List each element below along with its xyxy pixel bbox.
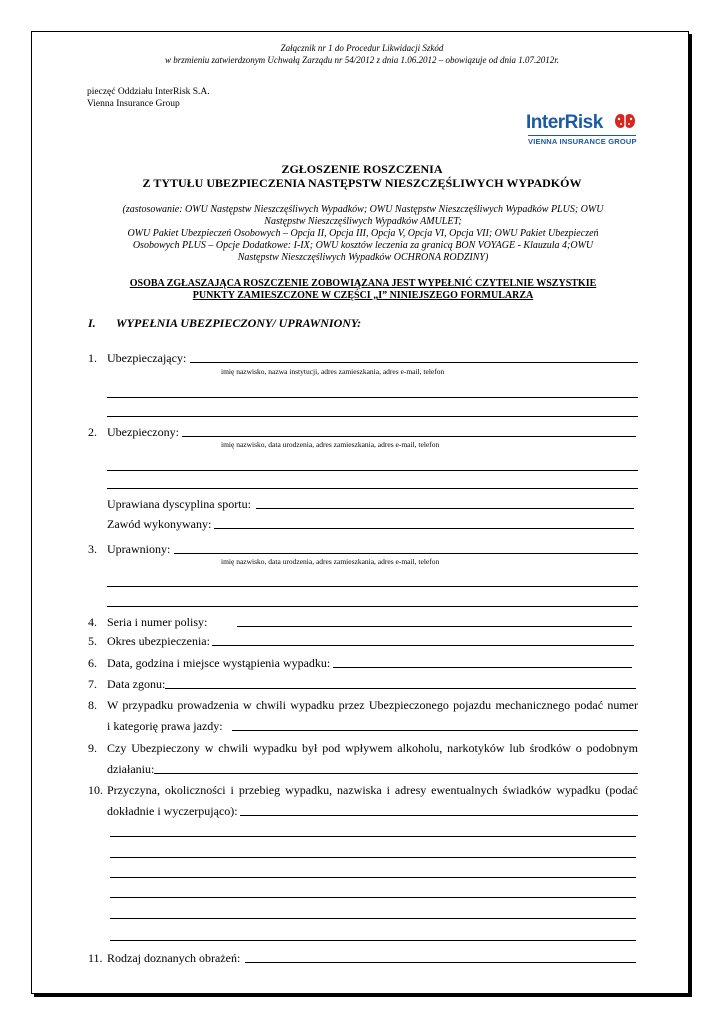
logo-wordmark: InterRisk <box>526 112 603 133</box>
injury-type-input-line[interactable] <box>245 962 636 963</box>
logo-divider <box>528 135 636 136</box>
field-label: Uprawniony: <box>107 542 171 556</box>
field-text: Czy Ubezpieczony w chwili wypadku był pod wpływem alkoholu, narkotyków lub środków o podobnym <box>107 741 638 755</box>
beneficiary-extra-line[interactable] <box>107 586 638 587</box>
annex-note-line2: w brzmieniu zatwierdzonym Uchwałą Zarządu nr 54/2012 z dnia 1.06.2012 – obowiązuje od dnia 1.07.2012r. <box>165 55 559 65</box>
policyholder-hint: imię nazwisko, nazwa instytucji, adres zamieszkania, adres e-mail, telefon <box>221 367 445 376</box>
branch-stamp-line2: Vienna Insurance Group <box>87 99 180 109</box>
field-driving-license-cont <box>107 718 638 734</box>
accident-description-input-line[interactable] <box>240 815 638 816</box>
accident-description-line[interactable] <box>110 877 636 878</box>
field-intoxication <box>88 740 638 756</box>
field-occupation <box>107 516 634 532</box>
field-label: Uprawiana dyscyplina sportu: <box>107 497 251 511</box>
field-number: 8. <box>88 698 97 712</box>
scope-line1: (zastosowanie: OWU Następstw Nieszczęśliwych Wypadków; OWU Następstw Nieszczęśliwych Wypadków PLUS; OWU <box>122 204 604 215</box>
sport-input-line[interactable] <box>256 508 634 509</box>
driving-license-input-line[interactable] <box>232 730 638 731</box>
insured-input-line[interactable] <box>182 436 636 437</box>
field-text: Przyczyna, okoliczności i przebieg wypadku, nazwiska i adresy ewentualnych świadków wypadku (podać <box>107 783 638 797</box>
field-text: W przypadku prowadzenia w chwili wypadku przez Ubezpieczonego pojazdu mechanicznego podać numer <box>107 698 638 712</box>
form-title-line1: ZGŁOSZENIE ROSZCZENIA <box>281 162 443 176</box>
form-title-line2: Z TYTUŁU UBEZPIECZENIA NASTĘPSTW NIESZCZĘŚLIWYCH WYPADKÓW <box>142 176 582 190</box>
accident-description-line[interactable] <box>110 897 636 898</box>
field-number: 4. <box>88 615 97 629</box>
notice-line1: OSOBA ZGŁASZAJĄCA ROSZCZENIE ZOBOWIĄZANA JEST WYPEŁNIĆ CZYTELNIE WSZYSTKIE <box>129 278 597 289</box>
scope-line2: Następstw Nieszczęśliwych Wypadków AMULET; <box>264 216 462 227</box>
beneficiary-input-line[interactable] <box>174 553 638 554</box>
ladybug-icon <box>614 112 636 132</box>
field-driving-license <box>88 697 638 713</box>
field-number: 5. <box>88 634 97 648</box>
field-number: 6. <box>88 656 97 670</box>
accident-datetime-input-line[interactable] <box>333 667 632 668</box>
field-policy-number <box>88 614 632 630</box>
section-heading <box>88 316 361 331</box>
field-insurance-period <box>88 633 634 649</box>
field-number: 11. <box>88 951 103 965</box>
field-policyholder <box>88 350 638 366</box>
insured-extra-line[interactable] <box>107 470 638 471</box>
field-accident-datetime-place <box>88 655 632 671</box>
field-number: 10. <box>88 783 103 797</box>
policyholder-input-line[interactable] <box>190 362 638 363</box>
scope-line3: OWU Pakiet Ubezpieczeń Osobowych – Opcja II, Opcja III, Opcja V, Opcja VI, Opcja VII; OWU Pakiet Ubezpieczeń <box>127 228 599 239</box>
field-insured <box>88 424 636 440</box>
notice-line2: PUNKTY ZAMIESZCZONE W CZĘŚCI „I” NINIEJSZEGO FORMULARZA <box>192 290 534 301</box>
field-injury-type <box>88 950 636 966</box>
section-number: I. <box>88 316 96 330</box>
logo-tagline: VIENNA INSURANCE GROUP <box>528 137 637 146</box>
insured-extra-line[interactable] <box>107 488 638 489</box>
field-label: Zawód wykonywany: <box>107 517 212 531</box>
accident-description-line[interactable] <box>110 940 636 941</box>
occupation-input-line[interactable] <box>214 528 634 529</box>
field-label: i kategorię prawa jazdy: <box>107 719 223 733</box>
policyholder-extra-line[interactable] <box>107 416 638 417</box>
section-title: WYPEŁNIA UBEZPIECZONY/ UPRAWNIONY: <box>116 316 362 330</box>
field-label: dokładnie i wyczerpująco): <box>107 804 238 818</box>
field-number: 3. <box>88 542 97 556</box>
beneficiary-hint: imię nazwisko, data urodzenia, adres zamieszkania, adres e-mail, telefon <box>221 557 440 566</box>
accident-description-line[interactable] <box>110 918 636 919</box>
field-accident-description <box>88 782 638 798</box>
field-label: Ubezpieczający: <box>107 351 187 365</box>
field-label: Ubezpieczony: <box>107 425 179 439</box>
intoxication-input-line[interactable] <box>154 773 638 774</box>
insurance-period-input-line[interactable] <box>212 645 634 646</box>
accident-description-line[interactable] <box>110 836 636 837</box>
field-number: 1. <box>88 351 97 365</box>
field-label: Seria i numer polisy: <box>107 615 208 629</box>
field-number: 9. <box>88 741 97 755</box>
field-number: 7. <box>88 677 97 691</box>
scope-line5: Następstw Nieszczęśliwych Wypadków OCHRONA RODZINY) <box>237 252 489 263</box>
field-label: Rodzaj doznanych obrażeń: <box>107 951 241 965</box>
field-label: Okres ubezpieczenia: <box>107 634 210 648</box>
field-intoxication-cont <box>107 761 638 777</box>
scope-line4: Osobowych PLUS – Opcje Dodatkowe: I-IX; OWU kosztów leczenia za granicą BON VOYAGE - Klauzula 4;OWU <box>132 240 594 251</box>
policyholder-extra-line[interactable] <box>107 397 638 398</box>
field-label: Data zgonu: <box>107 677 166 691</box>
branch-stamp-line1: pieczęć Oddziału InterRisk S.A. <box>87 87 210 97</box>
field-sport <box>107 496 634 512</box>
interrisk-logo <box>526 112 638 152</box>
insured-hint: imię nazwisko, data urodzenia, adres zamieszkania, adres e-mail, telefon <box>221 440 440 449</box>
annex-note-line1: Załącznik nr 1 do Procedur Likwidacji Szkód <box>280 43 444 53</box>
policy-number-input-line[interactable] <box>237 626 632 627</box>
field-accident-description-cont <box>107 803 638 819</box>
beneficiary-extra-line[interactable] <box>107 606 638 607</box>
field-label: działaniu: <box>107 762 155 776</box>
date-of-death-input-line[interactable] <box>165 688 636 689</box>
accident-description-line[interactable] <box>110 857 636 858</box>
field-label: Data, godzina i miejsce wystąpienia wypadku: <box>107 656 331 670</box>
field-date-of-death <box>88 676 636 692</box>
field-number: 2. <box>88 425 97 439</box>
field-beneficiary <box>88 541 638 557</box>
